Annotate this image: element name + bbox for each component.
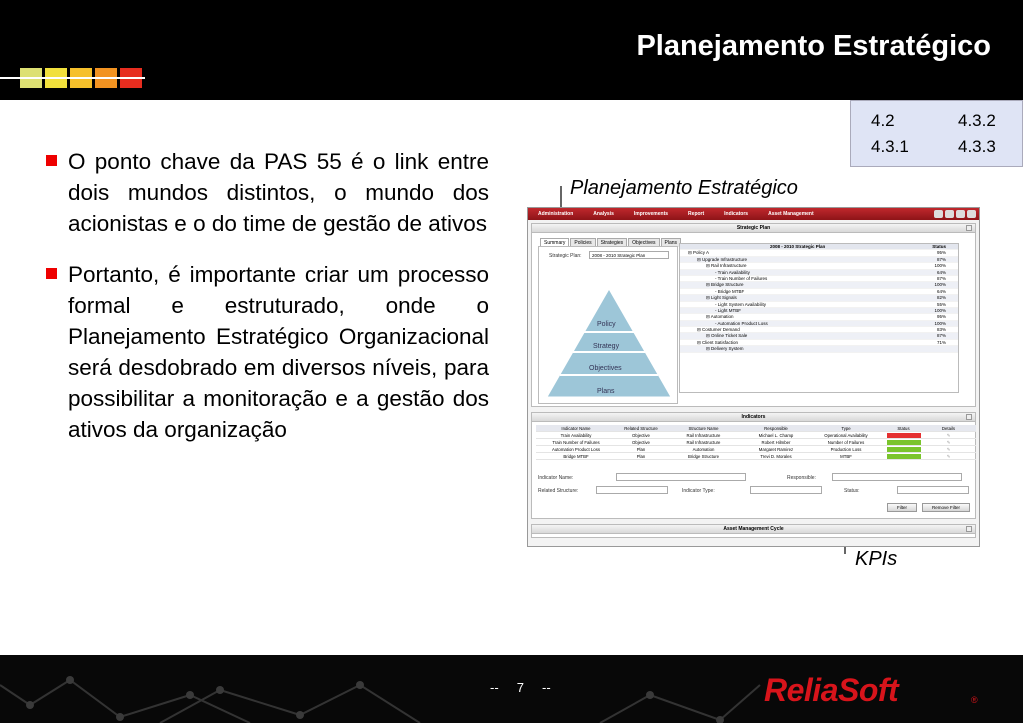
bullet-text: Portanto, é importante criar um processo formal e estruturado, onde o Planejamento Estratégico Organizacional será desdobrado em diversos níveis, para possibilitar a monitoração e a gestão dos ativos da organização bbox=[68, 262, 489, 442]
tab-summary[interactable]: Summary bbox=[540, 238, 569, 247]
indicator-name-input[interactable] bbox=[616, 473, 746, 481]
expand-icon[interactable] bbox=[966, 526, 972, 532]
reliasoft-logo: ReliaSoft bbox=[764, 672, 899, 708]
status-indicator bbox=[887, 440, 921, 445]
tree-row-status: 87% bbox=[936, 333, 946, 339]
menu-indicators[interactable]: Indicators bbox=[724, 211, 749, 217]
help-icon[interactable] bbox=[956, 210, 965, 218]
strategic-plan-select[interactable]: 2008 - 2010 Strategic Plan bbox=[589, 251, 669, 259]
strategic-plan-header bbox=[532, 224, 975, 233]
status-select[interactable] bbox=[897, 486, 969, 494]
tree-row-label: ⊟ Costumer Demand bbox=[697, 327, 740, 333]
bullet-marker bbox=[46, 268, 57, 279]
table-cell: Number of Failures bbox=[827, 440, 865, 445]
table-cell: Rail Infrastructure bbox=[686, 433, 721, 438]
col-details: Details bbox=[941, 426, 956, 431]
menu-analysis[interactable]: Analysis bbox=[593, 211, 614, 217]
tab-plans[interactable]: Plans bbox=[661, 238, 682, 247]
app-screenshot bbox=[527, 207, 980, 547]
table-cell: Automation Product Loss bbox=[551, 447, 600, 452]
status-indicator bbox=[887, 433, 921, 438]
tree-row-status: 83% bbox=[936, 327, 946, 333]
bullet-marker bbox=[46, 155, 57, 166]
tree-row-label: ⊟ Delivery System bbox=[706, 346, 744, 352]
menu-improvements[interactable]: Improvements bbox=[633, 211, 669, 217]
indicator-type-select[interactable] bbox=[750, 486, 822, 494]
strategic-tree bbox=[679, 243, 959, 393]
tab-objectives[interactable]: Objectives bbox=[628, 238, 659, 247]
ref-1: 4.2 bbox=[871, 111, 895, 130]
ref-3: 4.3.1 bbox=[871, 137, 909, 156]
responsible-label: Responsible: bbox=[787, 475, 816, 481]
tree-row-status: 55% bbox=[936, 301, 946, 307]
indicators-panel bbox=[531, 412, 976, 519]
details-icon[interactable]: ✎ bbox=[946, 454, 951, 459]
edit-icon[interactable] bbox=[945, 210, 954, 218]
close-icon[interactable] bbox=[967, 210, 976, 218]
ref-4: 4.3.3 bbox=[958, 137, 996, 156]
tree-row-status: 95% bbox=[936, 250, 946, 256]
table-cell: Plan bbox=[636, 447, 646, 452]
table-row[interactable] bbox=[536, 446, 976, 453]
tree-row-label: ⊟ Policy A bbox=[688, 250, 710, 256]
table-cell: Operational Availability bbox=[824, 433, 868, 438]
tree-row-status: 87% bbox=[936, 275, 946, 281]
responsible-input[interactable] bbox=[832, 473, 962, 481]
table-cell: Plan bbox=[636, 454, 646, 459]
status-cell bbox=[881, 439, 926, 445]
bullet-text: O ponto chave da PAS 55 é o link entre dois mundos distintos, o mundo dos acionistas e o do time de gestão de ativos bbox=[68, 149, 489, 236]
related-structure-select[interactable] bbox=[596, 486, 668, 494]
registered-mark: ® bbox=[971, 695, 978, 705]
tree-row-status: 71% bbox=[936, 339, 946, 345]
pyramid-plans: Plans bbox=[597, 388, 615, 395]
table-row[interactable] bbox=[536, 432, 976, 439]
tree-row-status: 95% bbox=[936, 314, 946, 320]
indicators-header bbox=[532, 413, 975, 422]
tree-row-label: - Automation Product Loss bbox=[715, 320, 768, 326]
col-indicator-name: Indicator Name bbox=[561, 426, 591, 431]
panel-title: Asset Management Cycle bbox=[723, 526, 784, 532]
tree-row-label: - Bridge MTBF bbox=[715, 288, 745, 294]
col-type: Type bbox=[841, 426, 851, 431]
table-cell: Rail Infrastructure bbox=[686, 440, 721, 445]
details-icon[interactable]: ✎ bbox=[946, 447, 951, 452]
indicators-table-header bbox=[536, 425, 976, 432]
status-indicator bbox=[887, 447, 921, 452]
caption-kpis: KPIs bbox=[855, 548, 898, 570]
tree-row-status: 100% bbox=[934, 307, 946, 313]
table-cell: Production Loss bbox=[830, 447, 862, 452]
table-cell: Michael L. Champ bbox=[758, 433, 794, 438]
bullet-list bbox=[44, 146, 489, 465]
tree-row-label: ⊟ Automation bbox=[706, 314, 734, 320]
collapse-icon[interactable] bbox=[966, 225, 972, 231]
related-structure-label: Related Structure: bbox=[538, 488, 579, 494]
table-row[interactable] bbox=[536, 453, 976, 460]
home-icon[interactable] bbox=[934, 210, 943, 218]
col-responsible: Responsible bbox=[764, 426, 788, 431]
indicator-type-label: Indicator Type: bbox=[682, 488, 715, 494]
menu-asset-management[interactable]: Asset Management bbox=[768, 211, 814, 217]
tree-status-header: Status bbox=[932, 244, 946, 249]
collapse-icon[interactable] bbox=[966, 414, 972, 420]
app-menu-bar bbox=[528, 208, 979, 220]
table-cell: Bridge MTBF bbox=[563, 454, 589, 459]
tab-strategies[interactable]: Strategies bbox=[597, 238, 628, 247]
tree-row-label: - Train Number of Failures bbox=[715, 275, 768, 281]
status-label: Status: bbox=[844, 488, 860, 494]
asset-cycle-header bbox=[532, 525, 975, 534]
page-number: -- 7 -- bbox=[490, 680, 551, 695]
tree-row-label: ⊟ Bridge Structure bbox=[706, 282, 744, 288]
strategic-plan-label: Strategic Plan: bbox=[549, 253, 582, 259]
col-related-structure: Related Structure bbox=[624, 426, 658, 431]
tree-row-status: 100% bbox=[934, 320, 946, 326]
details-icon[interactable]: ✎ bbox=[946, 440, 951, 445]
filter-button[interactable]: Filter bbox=[887, 503, 917, 512]
tab-policies[interactable]: Policies bbox=[570, 238, 595, 247]
table-cell: Bridge Structure bbox=[687, 454, 720, 459]
indicator-name-label: Indicator Name: bbox=[538, 475, 574, 481]
tree-row-status: 100% bbox=[934, 263, 946, 269]
tree-row-label: ⊟ Light Signals bbox=[706, 295, 737, 301]
status-indicator bbox=[887, 454, 921, 459]
table-row[interactable] bbox=[536, 439, 976, 446]
col-status: Status bbox=[897, 426, 910, 431]
tree-row-status: 64% bbox=[936, 288, 946, 294]
menu-report[interactable]: Report bbox=[688, 211, 705, 217]
tree-header-label: 2008 - 2010 Strategic Plan bbox=[770, 244, 826, 249]
col-structure-name: Structure Name bbox=[688, 426, 719, 431]
remove-filter-button[interactable]: Remove Filter bbox=[922, 503, 970, 512]
menu-administration[interactable]: Administration bbox=[538, 211, 574, 217]
table-cell: Train Availability bbox=[560, 433, 592, 438]
slide-header bbox=[0, 0, 1023, 100]
tree-row-label: ⊟ Client Satisfaction bbox=[697, 339, 739, 345]
pyramid-objectives: Objectives bbox=[589, 365, 622, 372]
table-cell: Objective bbox=[632, 433, 650, 438]
table-cell: Robert Hilmber bbox=[761, 440, 791, 445]
table-cell: Margaret Ramirez bbox=[758, 447, 794, 452]
caption-strategic-plan: Planejamento Estratégico bbox=[570, 177, 798, 199]
tree-row-status: 87% bbox=[936, 256, 946, 262]
asset-cycle-panel bbox=[531, 524, 976, 538]
tree-row[interactable] bbox=[680, 346, 958, 352]
status-cell bbox=[881, 446, 926, 452]
tree-row-label: ⊟ Upgrade Infrastructure bbox=[697, 256, 748, 262]
tree-rows bbox=[680, 250, 958, 352]
tree-row-status: 82% bbox=[936, 295, 946, 301]
table-cell: MTBF bbox=[840, 454, 852, 459]
pyramid-strategy: Strategy bbox=[593, 343, 620, 350]
ref-2: 4.3.2 bbox=[958, 111, 996, 130]
bullet-item bbox=[44, 146, 489, 239]
status-cell bbox=[881, 432, 926, 438]
panel-title: Strategic Plan bbox=[736, 225, 771, 231]
table-cell: Automation bbox=[692, 447, 715, 452]
table-cell: Objective bbox=[632, 440, 650, 445]
table-cell: Train Number of Failures bbox=[552, 440, 600, 445]
tree-row-label: - Light MTBF bbox=[715, 307, 742, 313]
pyramid-policy: Policy bbox=[597, 321, 616, 328]
tree-row-label: ⊟ Online Ticket Sale bbox=[706, 333, 748, 339]
bullet-item bbox=[44, 259, 489, 445]
header-line bbox=[0, 77, 145, 79]
status-cell bbox=[881, 453, 926, 459]
summary-area bbox=[538, 246, 678, 404]
tree-row-label: ⊟ Rail Infrastructure bbox=[706, 263, 747, 269]
tree-row-label: - Train Availability bbox=[715, 269, 750, 275]
tree-row-status: 64% bbox=[936, 269, 946, 275]
reference-box bbox=[850, 100, 1023, 167]
tree-row-status: 100% bbox=[934, 282, 946, 288]
indicators-table bbox=[536, 425, 976, 460]
panel-title: Indicators bbox=[741, 414, 766, 420]
indicator-rows bbox=[536, 432, 976, 460]
strategic-plan-panel bbox=[531, 223, 976, 407]
tree-row-label: - Light System Availability bbox=[715, 301, 766, 307]
table-cell: Trevi D. Morales bbox=[760, 454, 792, 459]
slide-title: Planejamento Estratégico bbox=[636, 30, 991, 62]
details-icon[interactable]: ✎ bbox=[946, 433, 951, 438]
